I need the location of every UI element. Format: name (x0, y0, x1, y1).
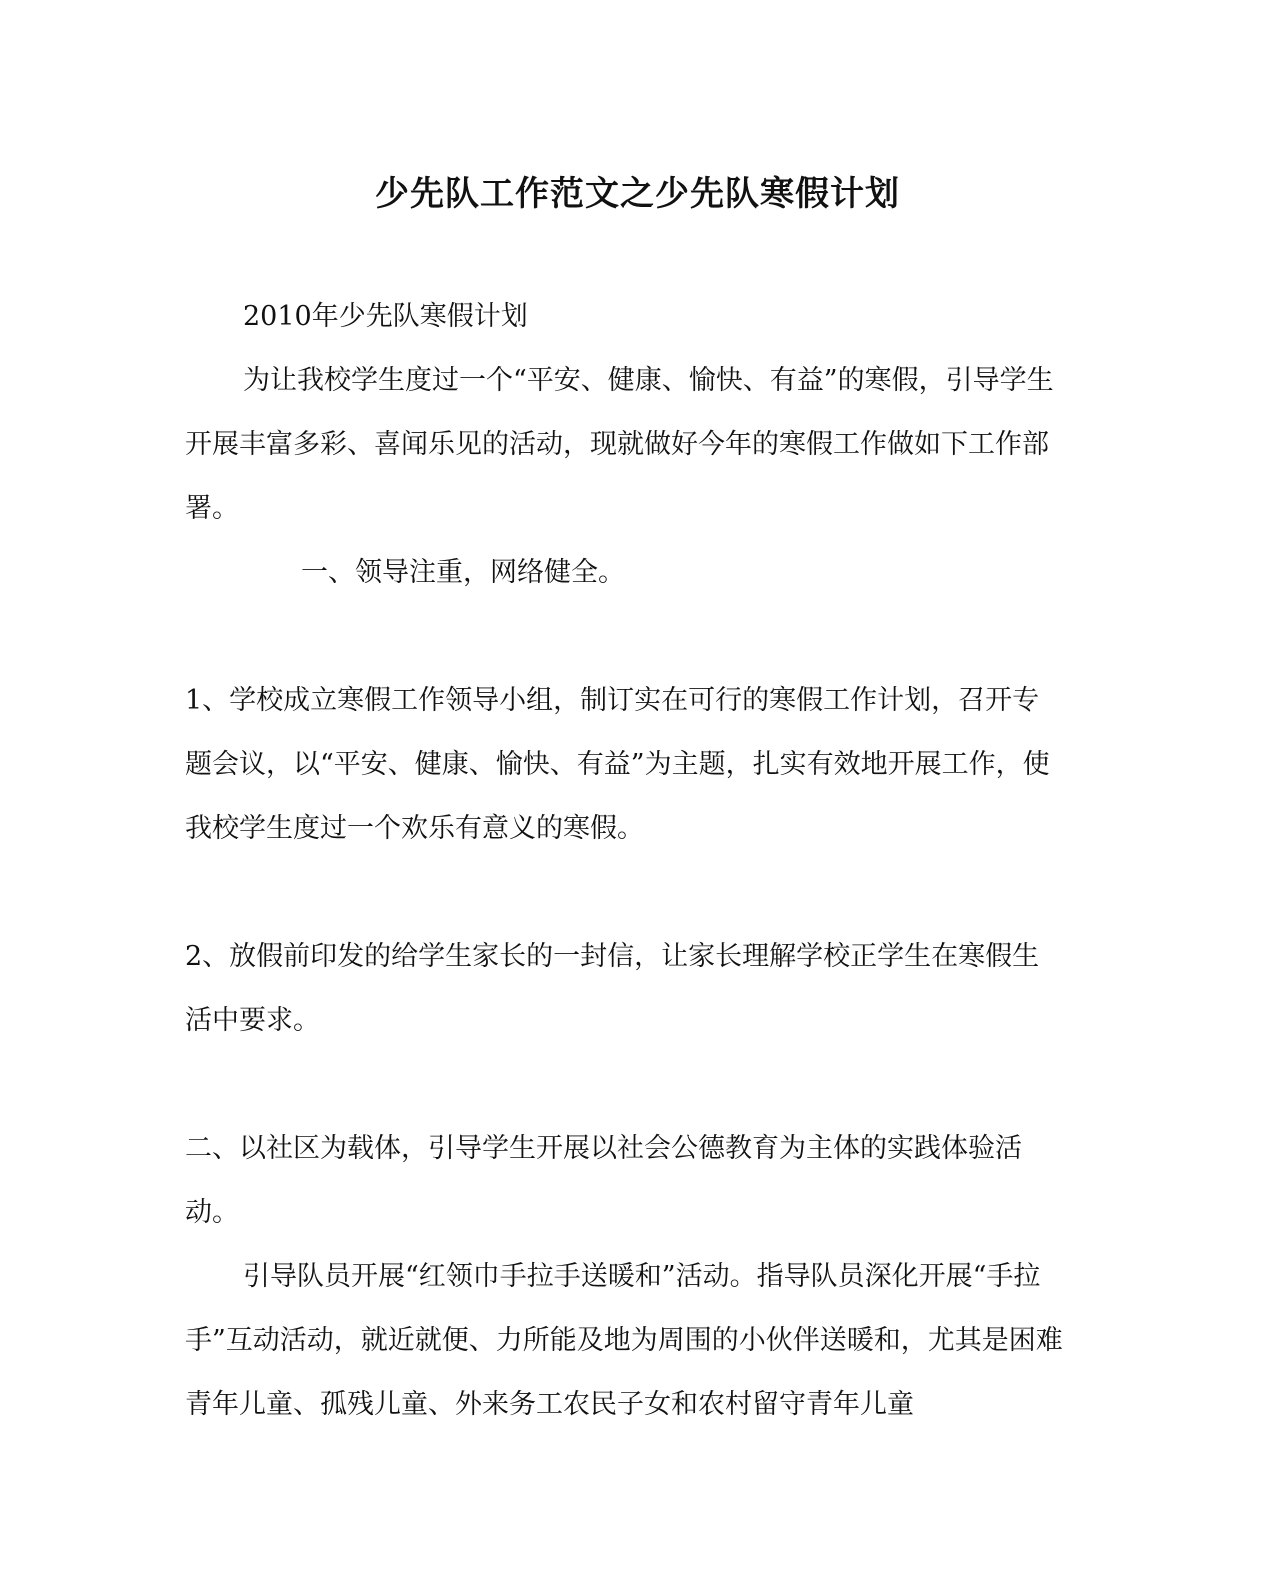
paragraph-item-2: 2、放假前印发的给学生家长的一封信，让家长理解学校正学生在寒假生活中要求。 (185, 941, 1040, 1036)
paragraph-intro: 为让我校学生度过一个“平安、健康、愉快、有益”的寒假，引导学生开展丰富多彩、喜闻乐见的活动，现就做好今年的寒假工作做如下工作部署。 (185, 365, 1054, 524)
document-title: 少先队工作范文之少先队寒假计划 (375, 174, 900, 214)
heading-section-two: 二、以社区为载体，引导学生开展以社会公德教育为主体的实践体验活动。 (185, 1133, 1022, 1228)
paragraph-plan-year: 2010年少先队寒假计划 (243, 301, 528, 332)
heading-section-one: 一、领导注重，网络健全。 (301, 557, 625, 588)
paragraph-item-1: 1、学校成立寒假工作领导小组，制订实在可行的寒假工作计划，召开专题会议，以“平安、健康、愉快、有益”为主题，扎实有效地开展工作，使我校学生度过一个欢乐有意义的寒假。 (185, 685, 1050, 844)
paragraph-activity: 引导队员开展“红领巾手拉手送暖和”活动。指导队员深化开展“手拉手”互动活动，就近就便、力所能及地为周围的小伙伴送暖和，尤其是困难青年儿童、孤残儿童、外来务工农民子女和农村留守青年儿童 (185, 1261, 1063, 1420)
document-body (185, 285, 1065, 1437)
